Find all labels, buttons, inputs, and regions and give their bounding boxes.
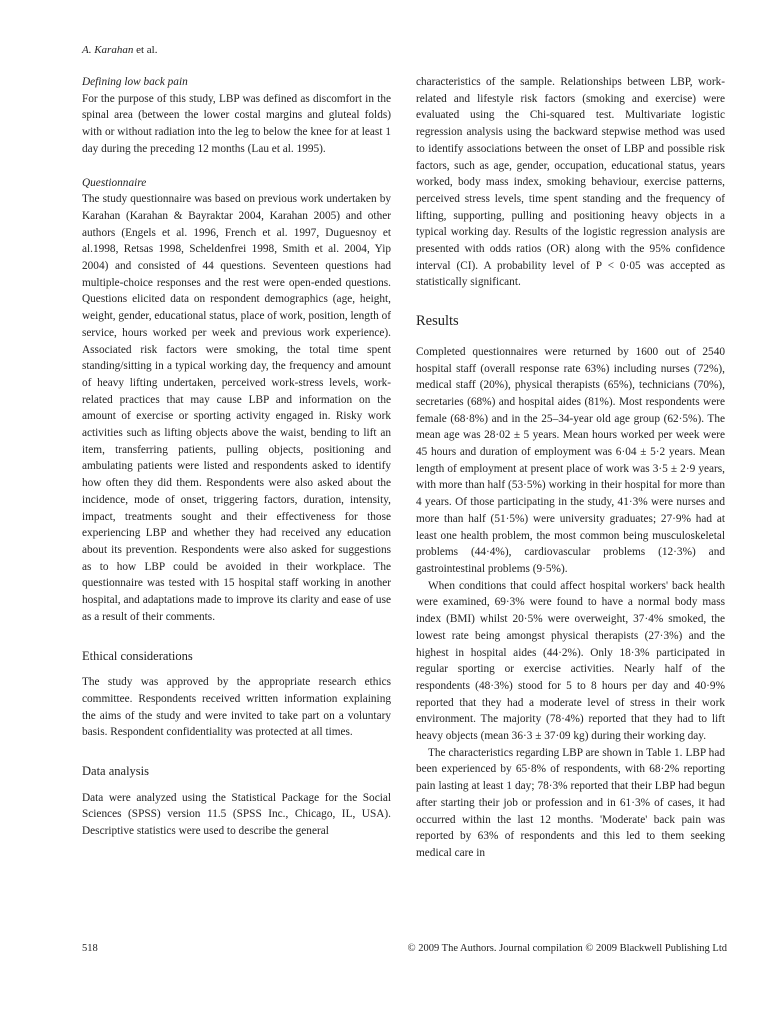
right-column [416,74,725,862]
section-heading-data-analysis: Data analysis [82,764,149,779]
section-heading-results: Results [416,313,459,330]
paragraph-lbp-definition: For the purpose of this study, LBP was defined as discomfort in the spinal area (between the lower costal margins and gluteal folds) with or without radiation into the leg to below the knee for at least 1 day during the preceding 12 months (Lau et al. 1995). [82,92,391,155]
section-heading-defining-lbp: Defining low back pain [82,76,188,88]
running-head-et-al: et al. [136,44,158,56]
paragraph-analysis-continued: characteristics of the sample. Relationships between LBP, work-related and lifestyle risk factors (smoking and exercise) were evaluated using the Chi-squared test. Multivariate logistic regression analysis using the backward stepwise method was used to identify associations between the onset of LBP and possible risk factors, such as age, gender, occupation, educational status, years worked, body mass index, smoking behaviour, exercise patterns, perceived stress levels, time spent standing and the frequency of lifting, supporting, pulling and positioning heavy objects in a typical working day. Results of the logistic regression analysis are presented with odds ratios (OR) along with the 95% confidence interval (CI). A probability level of P < 0·05 was accepted as statistically significant. [416,76,725,289]
paragraph-questionnaire: The study questionnaire was based on previous work undertaken by Karahan (Karahan & Bayraktar 2004, Karahan 2005) and other authors (Engels et al. 1996, French et al. 1997, Duguesnoy et al.1998, Retsas 1998, Scheldenfrei 1998, Smith et al. 2004, Yip 2004) and consisted of 44 questions. Seventeen questions had multiple-choice responses and the rest were open-ended questions. Questions elicited data on respondent demographics (age, height, weight, gender, educational status, place of work, position, length of service, hours worked per week and previous work experience). Associated risk factors were smoking, the total time spent standing/sitting in a typical working day, the frequency and amount of heavy lifting undertaken, perceived work-stress levels, work-related practices that may cause LBP and information on the amount of exercise or sporting activity engaged in. Risky work activities such as lifting objects above the waist, bending to lift an item, transferring patients, pulling objects, positioning and ambulating patients were listed and respondents asked to identify how often they did them. Respondents were also asked about the incidence, mode of onset, triggering factors, duration, intensity, impact, treatments sought and their effectiveness for those experiencing LBP and whether they had received any education about its prevention. Respondents were also asked for suggestions as to how LBP could be avoided in their workplace. The questionnaire was tested with 15 hospital staff working in another hospital, and adaptations made to improve its clarity and ease of use as a result of their comments. [82,193,391,623]
left-column [82,74,391,840]
paragraph-ethics: The study was approved by the appropriate research ethics committee. Respondents received written information explaining the aims of the study and were invited to take part on a voluntary basis. Respondent confidentiality was protected at all times. [82,676,391,739]
running-head-authors: A. Karahan [82,44,134,56]
paragraph-results-2: When conditions that could affect hospital workers' back health were examined, 69·3% were found to have a normal body mass index (BMI) whilst 20·5% were overweight, 37·4% smoked, the lowest rate being amongst physical therapists (27·3%) and the highest in hospital aides (44·2%). Only 18·3% participated in regular sporting or exercise activities. Nearly half of the respondents (48·3%) stood for 5 to 8 hours per day and 40·9% reported that they had a moderate level of stress in their work environment. The majority (78·4%) reported that they had to lift heavy objects (mean 36·3 ± 37·09 kg) during their working day. [416,579,725,743]
paragraph-data-analysis: Data were analyzed using the Statistical Package for the Social Sciences (SPSS) version 11.5 (SPSS Inc., Chicago, IL, USA). Descriptive statistics were used to describe the general [82,791,391,838]
page-number: 518 [82,943,98,954]
paragraph-results-3: The characteristics regarding LBP are shown in Table 1. LBP had been experienced by 65·8% of respondents, with 68·2% reporting pain lasting at least 1 day; 78·3% reported that their LBP had begun after starting their job or profession and in 61·3% of cases, it had occurred within the last 12 months. 'Moderate' back pain was reported by 63% of respondents and this led to them seeking medical care in [416,746,725,859]
section-heading-ethics: Ethical considerations [82,648,193,663]
copyright-notice: © 2009 The Authors. Journal compilation © 2009 Blackwell Publishing Ltd [407,943,727,954]
paragraph-results-1: Completed questionnaires were returned by 1600 out of 2540 hospital staff (overall response rate 63%) including nurses (72%), medical staff (20%), physical therapists (65%), technicians (70%), secretaries (68%) and hospital aides (81%). Most respondents were female (68·8%) and in the 25–34-year old age group (62·5%). The mean age was 28·02 ± 5 years. Mean hours worked per week were 45 hours and duration of employment was 6·04 ± 5·2 years. Mean length of employment at present place of work was 3·5 ± 2·9 years, with more than half (53·5%) working in their hospital for more than 4 years. Of those participating in the study, 41·3% were nurses and more than half (51·5%) were university graduates; 27·9% had at least one health problem, the most common being musculoskeletal problems (44·4%), cardiovascular problems (12·3%) and gastrointestinal problems (9·5%). [416,345,725,575]
section-heading-questionnaire: Questionnaire [82,176,147,189]
running-head [82,44,157,56]
